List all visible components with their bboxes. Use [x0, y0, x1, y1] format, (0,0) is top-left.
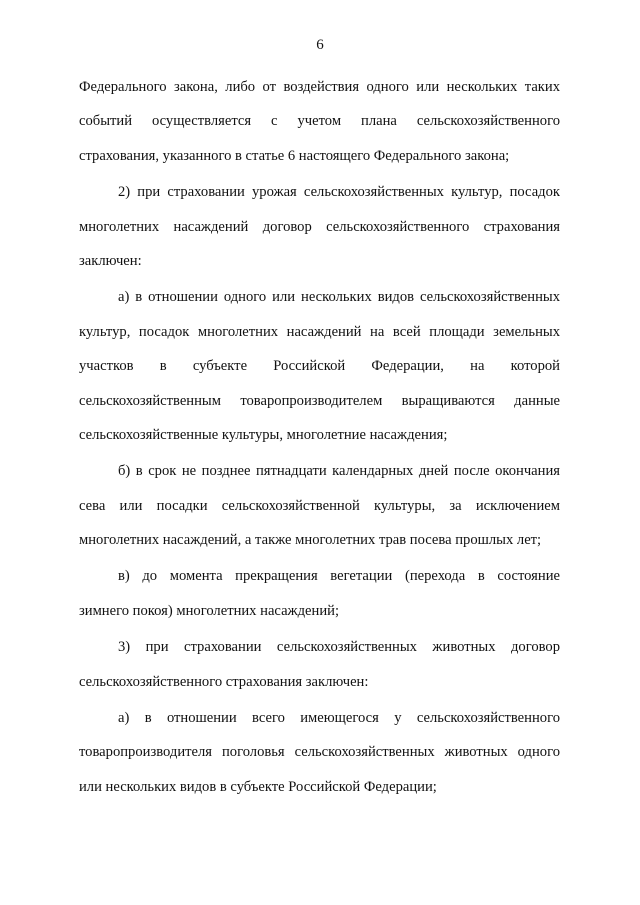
text-line: 3) при страховании сельскохозяйственных животных договор: [118, 639, 560, 656]
text-line: товаропроизводителя поголовья сельскохозяйственных животных одного: [79, 744, 560, 761]
paragraph-subitem-a: [79, 280, 560, 452]
document-body: [79, 70, 560, 806]
text-line: в) до момента прекращения вегетации (перехода в состояние: [118, 568, 560, 585]
text-line: сельскохозяйственного страхования заключен:: [79, 673, 369, 690]
text-line: 2) при страховании урожая сельскохозяйственных культур, посадок: [118, 184, 560, 201]
text-line: сельскохозяйственным товаропроизводителем выращиваются данные: [79, 392, 560, 409]
text-line: событий осуществляется с учетом плана сельскохозяйственного: [79, 113, 560, 130]
text-line: сева или посадки сельскохозяйственной культуры, за исключением: [79, 497, 560, 514]
text-line: Федерального закона, либо от воздействия одного или нескольких таких: [79, 79, 560, 95]
text-line: страхования, указанного в статье 6 настоящего Федерального закона;: [79, 147, 510, 164]
text-line: многолетних насаждений договор сельскохозяйственного страхования: [79, 218, 560, 235]
paragraph-subitem-a-2: [79, 701, 560, 804]
text-line: а) в отношении одного или нескольких видов сельскохозяйственных: [118, 289, 560, 306]
text-line: б) в срок не позднее пятнадцати календарных дней после окончания: [118, 463, 560, 480]
paragraph-item-3: [79, 630, 560, 699]
text-line: заключен:: [79, 252, 142, 269]
paragraph-continuation: [79, 70, 560, 173]
text-line: зимнего покоя) многолетних насаждений;: [79, 602, 340, 619]
page-number: 6: [316, 37, 324, 53]
text-line: сельскохозяйственные культуры, многолетние насаждения;: [79, 426, 448, 443]
text-line: или нескольких видов в субъекте Российской Федерации;: [79, 778, 437, 795]
text-line: культур, посадок многолетних насаждений на всей площади земельных: [79, 323, 560, 340]
paragraph-subitem-v: [79, 559, 560, 628]
text-line: участков в субъекте Российской Федерации, на которой: [79, 358, 560, 375]
paragraph-subitem-b: [79, 454, 560, 557]
text-line: а) в отношении всего имеющегося у сельскохозяйственного: [118, 710, 560, 727]
text-line: многолетних насаждений, а также многолетних трав посева прошлых лет;: [79, 532, 542, 549]
paragraph-item-2: [79, 175, 560, 278]
